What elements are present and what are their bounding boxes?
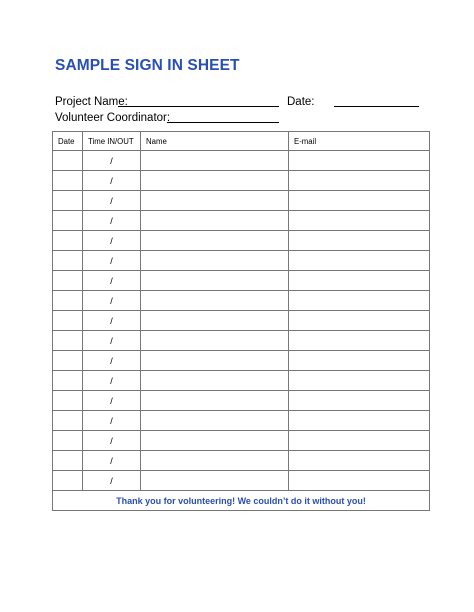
email-cell[interactable] bbox=[289, 431, 430, 451]
name-cell[interactable] bbox=[141, 251, 289, 271]
time-cell[interactable]: / bbox=[83, 191, 141, 211]
date-cell[interactable] bbox=[53, 251, 83, 271]
date-cell[interactable] bbox=[53, 351, 83, 371]
date-line[interactable] bbox=[334, 106, 419, 107]
email-cell[interactable] bbox=[289, 311, 430, 331]
time-cell[interactable]: / bbox=[83, 211, 141, 231]
time-cell[interactable]: / bbox=[83, 431, 141, 451]
name-cell[interactable] bbox=[141, 451, 289, 471]
email-cell[interactable] bbox=[289, 351, 430, 371]
date-cell[interactable] bbox=[53, 151, 83, 171]
table-row bbox=[53, 351, 430, 371]
name-cell[interactable] bbox=[141, 351, 289, 371]
name-cell[interactable] bbox=[141, 331, 289, 351]
date-cell[interactable] bbox=[53, 451, 83, 471]
date-cell[interactable] bbox=[53, 331, 83, 351]
time-cell[interactable]: / bbox=[83, 351, 141, 371]
email-cell[interactable] bbox=[289, 331, 430, 351]
table-header-row bbox=[53, 132, 430, 151]
table-row bbox=[53, 411, 430, 431]
date-cell[interactable] bbox=[53, 471, 83, 491]
date-cell[interactable] bbox=[53, 171, 83, 191]
date-cell[interactable] bbox=[53, 371, 83, 391]
time-cell[interactable]: / bbox=[83, 371, 141, 391]
time-cell[interactable]: / bbox=[83, 151, 141, 171]
email-cell[interactable] bbox=[289, 231, 430, 251]
table-row bbox=[53, 211, 430, 231]
time-cell[interactable]: / bbox=[83, 451, 141, 471]
email-cell[interactable] bbox=[289, 271, 430, 291]
email-cell[interactable] bbox=[289, 451, 430, 471]
time-cell[interactable]: / bbox=[83, 391, 141, 411]
email-cell[interactable] bbox=[289, 471, 430, 491]
time-cell[interactable]: / bbox=[83, 331, 141, 351]
sign-in-table bbox=[52, 131, 430, 511]
project-name-label: Project Name: bbox=[55, 96, 128, 108]
table-row bbox=[53, 151, 430, 171]
time-cell[interactable]: / bbox=[83, 231, 141, 251]
time-cell[interactable]: / bbox=[83, 311, 141, 331]
table-row bbox=[53, 191, 430, 211]
time-cell[interactable]: / bbox=[83, 411, 141, 431]
table-body bbox=[53, 151, 430, 491]
header-date: Date bbox=[53, 132, 83, 151]
footer-row bbox=[53, 491, 430, 511]
table-row bbox=[53, 391, 430, 411]
time-cell[interactable]: / bbox=[83, 271, 141, 291]
email-cell[interactable] bbox=[289, 371, 430, 391]
header-email: E-mail bbox=[289, 132, 430, 151]
name-cell[interactable] bbox=[141, 191, 289, 211]
table-row bbox=[53, 331, 430, 351]
table-row bbox=[53, 431, 430, 451]
time-cell[interactable]: / bbox=[83, 171, 141, 191]
date-label: Date: bbox=[287, 96, 315, 108]
name-cell[interactable] bbox=[141, 231, 289, 251]
project-name-line[interactable] bbox=[118, 106, 279, 107]
date-cell[interactable] bbox=[53, 271, 83, 291]
header-time: Time IN/OUT bbox=[83, 132, 141, 151]
time-cell[interactable]: / bbox=[83, 251, 141, 271]
name-cell[interactable] bbox=[141, 271, 289, 291]
name-cell[interactable] bbox=[141, 211, 289, 231]
name-cell[interactable] bbox=[141, 391, 289, 411]
date-cell[interactable] bbox=[53, 411, 83, 431]
date-cell[interactable] bbox=[53, 431, 83, 451]
email-cell[interactable] bbox=[289, 191, 430, 211]
time-cell[interactable]: / bbox=[83, 471, 141, 491]
name-cell[interactable] bbox=[141, 471, 289, 491]
email-cell[interactable] bbox=[289, 171, 430, 191]
name-cell[interactable] bbox=[141, 311, 289, 331]
name-cell[interactable] bbox=[141, 431, 289, 451]
table-row bbox=[53, 371, 430, 391]
name-cell[interactable] bbox=[141, 151, 289, 171]
email-cell[interactable] bbox=[289, 211, 430, 231]
table-row bbox=[53, 171, 430, 191]
date-cell[interactable] bbox=[53, 211, 83, 231]
table-row bbox=[53, 471, 430, 491]
name-cell[interactable] bbox=[141, 291, 289, 311]
time-cell[interactable]: / bbox=[83, 291, 141, 311]
coordinator-line[interactable] bbox=[167, 122, 279, 123]
name-cell[interactable] bbox=[141, 411, 289, 431]
email-cell[interactable] bbox=[289, 291, 430, 311]
email-cell[interactable] bbox=[289, 411, 430, 431]
table-row bbox=[53, 311, 430, 331]
thank-you-message: Thank you for volunteering! We couldn’t do it without you! bbox=[53, 491, 430, 511]
date-cell[interactable] bbox=[53, 231, 83, 251]
table-row bbox=[53, 251, 430, 271]
name-cell[interactable] bbox=[141, 371, 289, 391]
header-name: Name bbox=[141, 132, 289, 151]
email-cell[interactable] bbox=[289, 391, 430, 411]
table-row bbox=[53, 231, 430, 251]
date-cell[interactable] bbox=[53, 291, 83, 311]
date-cell[interactable] bbox=[53, 311, 83, 331]
email-cell[interactable] bbox=[289, 251, 430, 271]
date-cell[interactable] bbox=[53, 391, 83, 411]
email-cell[interactable] bbox=[289, 151, 430, 171]
table-row bbox=[53, 291, 430, 311]
table-row bbox=[53, 451, 430, 471]
date-cell[interactable] bbox=[53, 191, 83, 211]
sheet-title: SAMPLE SIGN IN SHEET bbox=[55, 57, 240, 74]
table-row bbox=[53, 271, 430, 291]
coordinator-label: Volunteer Coordinator: bbox=[55, 112, 171, 124]
name-cell[interactable] bbox=[141, 171, 289, 191]
